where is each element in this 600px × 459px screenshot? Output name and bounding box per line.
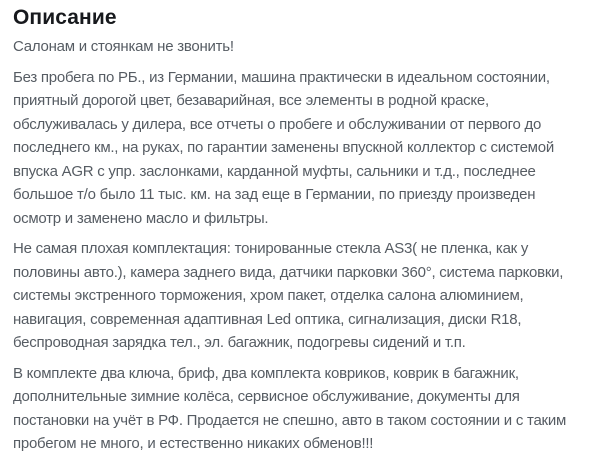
text-line: последнего км., на руках, по гарантии заменены впускной коллектор с системой	[13, 139, 554, 156]
text-line: В комплекте два ключа, бриф, два комплекта ковриков, коврик в багажник,	[13, 364, 519, 382]
text-line: навигация, современная адаптивная Led оптика, сигнализация, диски R18,	[13, 310, 522, 328]
section-title: Описание	[13, 6, 117, 29]
description-paragraph	[13, 362, 588, 456]
text-line: беспроводная зарядка тел., эл. багажник, подогревы сидений и т.п.	[13, 334, 466, 351]
text-line: обслуживалась у дилера, все отчеты о пробеге и обслуживании от первого до	[13, 115, 542, 133]
text-line: приятный дорогой цвет, безаварийная, все элементы в родной краске,	[13, 92, 489, 109]
text-line: впуска AGR с упр. заслонками, карданной муфты, сальники и т.д., последнее	[13, 162, 536, 180]
text-line: системы экстренного торможения, хром пакет, отделка салона алюминием,	[13, 287, 524, 304]
text-line: большое т/о было 11 тыс. км. на зад еще в Германии, по приезду произведен	[13, 186, 536, 203]
description-paragraphs	[13, 35, 588, 456]
description-paragraph	[13, 237, 588, 355]
description-paragraph	[13, 66, 588, 231]
text-line: осмотр и заменено масло и фильтры.	[13, 209, 269, 227]
text-line: пробегом не много, и естественно никаких обменов!!!	[13, 435, 374, 452]
description-paragraph	[13, 35, 588, 59]
text-line: Салонам и стоянкам не звонить!	[13, 38, 234, 55]
text-line: половины авто.), камера заднего вида, датчики парковки 360°, система парковки,	[13, 263, 564, 281]
text-line: постановки на учёт в РФ. Продается не спешно, авто в таком состоянии и с таким	[13, 411, 567, 429]
text-line: Не самая плохая комплектация: тонированные стекла AS3( не пленка, как у	[13, 240, 529, 257]
text-line: дополнительные зимние колёса, сервисное обслуживание, документы для	[13, 388, 520, 405]
text-line: Без пробега по РБ., из Германии, машина практически в идеальном состоянии,	[13, 68, 550, 86]
